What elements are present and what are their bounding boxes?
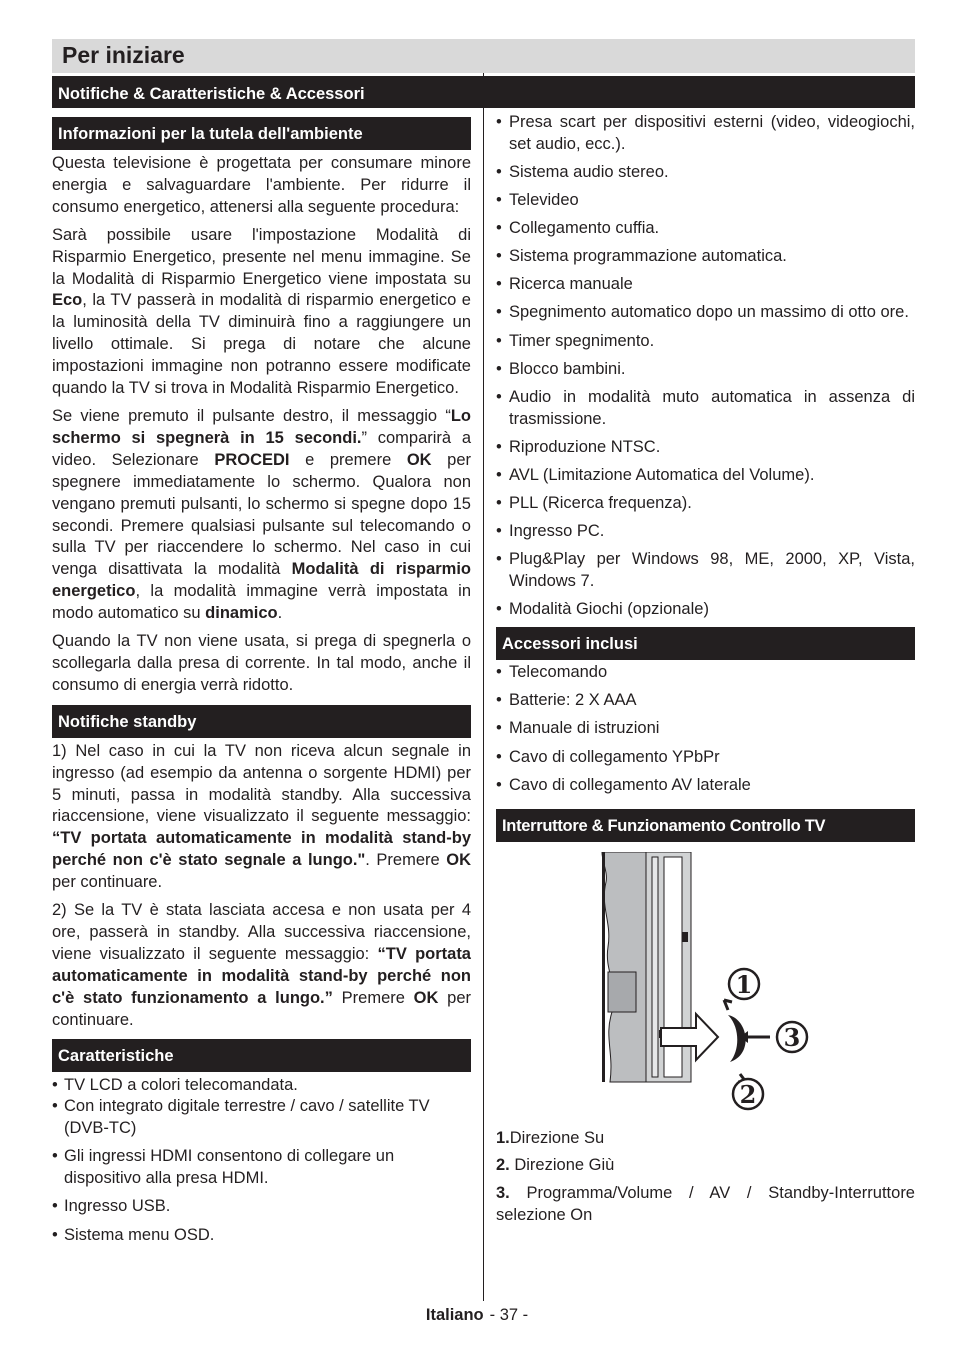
list-item: • Gli ingressi HDMI consentono di collegare un dispositivo alla presa HDMI. [52, 1146, 471, 1190]
list-item: • Cavo di collegamento AV laterale [496, 775, 915, 797]
features-list-right [496, 112, 915, 621]
list-item: • Con integrato digitale terrestre / cavo / satellite TV (DVB-TC) [52, 1096, 471, 1140]
diagram-label-1: 1 [735, 969, 753, 999]
right-column [496, 112, 915, 1227]
page-footer [0, 1306, 954, 1325]
section-title-switch: Interruttore & Funzionamento Controllo TV [496, 809, 915, 842]
legend-item-3: 3. Programma/Volume / AV / Standby-Interruttore selezione On [496, 1184, 915, 1225]
legend-item-2: 2. Direzione Giù [496, 1156, 615, 1175]
list-item: • Riproduzione NTSC. [496, 437, 915, 459]
list-item: • Modalità Giochi (opzionale) [496, 599, 915, 621]
list-item: • Sistema audio stereo. [496, 162, 915, 184]
column-divider [483, 73, 484, 1301]
standby-paragraph-1: 1) Nel caso in cui la TV non riceva alcun segnale in ingresso (ad esempio da antenna o sorgente HDMI) per 5 minuti, passa in modalità standby. Alla successiva riaccensione, viene visualizzato il seguente messaggio: “TV portata automaticamente in modalità stand-by perché non c'è stato segnale a lungo.". Premere OK per continuare. [52, 741, 471, 892]
section-bar-notifications-features-accessories: Notifiche & Caratteristiche & Accessori [52, 76, 915, 108]
list-item: • Ingresso PC. [496, 521, 915, 543]
list-item: • Presa scart per dispositivi esterni (video, videogiochi, set audio, ecc.). [496, 112, 915, 156]
list-item: • Manuale di istruzioni [496, 718, 915, 740]
list-item: • PLL (Ricerca frequenza). [496, 493, 915, 515]
page-header [52, 39, 915, 73]
section-title-environment: Informazioni per la tutela dell'ambiente [52, 117, 471, 150]
list-item: • Blocco bambini. [496, 359, 915, 381]
env-paragraph-2: Sarà possibile usare l'impostazione Modalità di Risparmio Energetico, presente nel menu immagine. Se la Modalità di Risparmio Energetico viene impostata su Eco, la TV passerà in modalità di risparmio energetico e la luminosità della TV diminuirà fino a raggiungere un livello ottimale. Si prega di notare che alcune impostazioni immagine non potranno essere modificate quando la TV si trova in Modalità Risparmio Energetico. [52, 225, 471, 398]
standby-paragraph-2: 2) Se la TV è stata lasciata accesa e non usata per 4 ore, passerà in standby. Alla successiva riaccensione, viene visualizzato il seguente messaggio: “TV portata automaticamente in modalità stand-by perché non c'è stato funzionamento a lungo.” Premere OK per continuare. [52, 901, 471, 1029]
diagram-label-3: 3 [783, 1022, 801, 1052]
tv-switch-illustration [496, 852, 915, 1127]
list-item: • AVL (Limitazione Automatica del Volume). [496, 465, 915, 487]
list-item: • Batterie: 2 X AAA [496, 690, 915, 712]
diagram-label-2: 2 [739, 1079, 757, 1109]
list-item: • Sistema menu OSD. [52, 1225, 471, 1247]
footer-language: Italiano [425, 1306, 484, 1324]
switch-legend [496, 1128, 915, 1228]
list-item: • Collegamento cuffia. [496, 218, 915, 240]
list-item: • Spegnimento automatico dopo un massimo di otto ore. [496, 302, 915, 324]
list-item: • TV LCD a colori telecomandata. [52, 1075, 471, 1097]
list-item: • Sistema programmazione automatica. [496, 246, 915, 268]
list-item: • Ricerca manuale [496, 274, 915, 296]
list-item: • Audio in modalità muto automatica in assenza di trasmissione. [496, 387, 915, 431]
list-item: • Plug&Play per Windows 98, ME, 2000, XP, Vista, Windows 7. [496, 549, 915, 593]
env-paragraph-4: Quando la TV non viene usata, si prega di spegnerla o scollegarla dalla presa di corrente. In tal modo, anche il consumo di energia verrà ridotto. [52, 632, 471, 694]
accessories-list [496, 662, 915, 796]
tv-control-switch-diagram [496, 852, 915, 1127]
list-item: • Ingresso USB. [52, 1196, 471, 1218]
env-paragraph-1: Questa televisione è progettata per consumare minore energia e salvaguardare l'ambiente. Per ridurre il consumo energetico, attenersi alla seguente procedura: [52, 154, 471, 216]
legend-item-1: 1.Direzione Su [496, 1128, 605, 1147]
env-paragraph-3: Se viene premuto il pulsante destro, il messaggio “Lo schermo si spegnerà in 15 secondi.” comparirà a video. Selezionare PROCEDI e premere OK per spegnere immediatamente lo schermo. Qualora non vengano premuti pulsanti, lo schermo si spegne dopo 15 secondi. Premere qualsiasi pulsante sul telecomando o sulla TV per riaccendere lo schermo. Nel caso in cui venga disattivata la modalità Modalità di risparmio energetico, la modalità immagine verrà impostata in modo automatico su dinamico. [52, 406, 472, 623]
features-list-left [52, 1075, 471, 1247]
list-item: • Cavo di collegamento YPbPr [496, 747, 915, 769]
left-column [52, 117, 471, 1253]
list-item: • Telecomando [496, 662, 915, 684]
section-title-standby: Notifiche standby [52, 705, 471, 738]
section-title-features: Caratteristiche [52, 1039, 471, 1072]
section-title-accessories: Accessori inclusi [496, 627, 915, 660]
page-number: - 37 - [489, 1306, 529, 1324]
list-item: • Televideo [496, 190, 915, 212]
list-item: • Timer spegnimento. [496, 331, 915, 353]
page-title: Per iniziare [62, 42, 185, 68]
